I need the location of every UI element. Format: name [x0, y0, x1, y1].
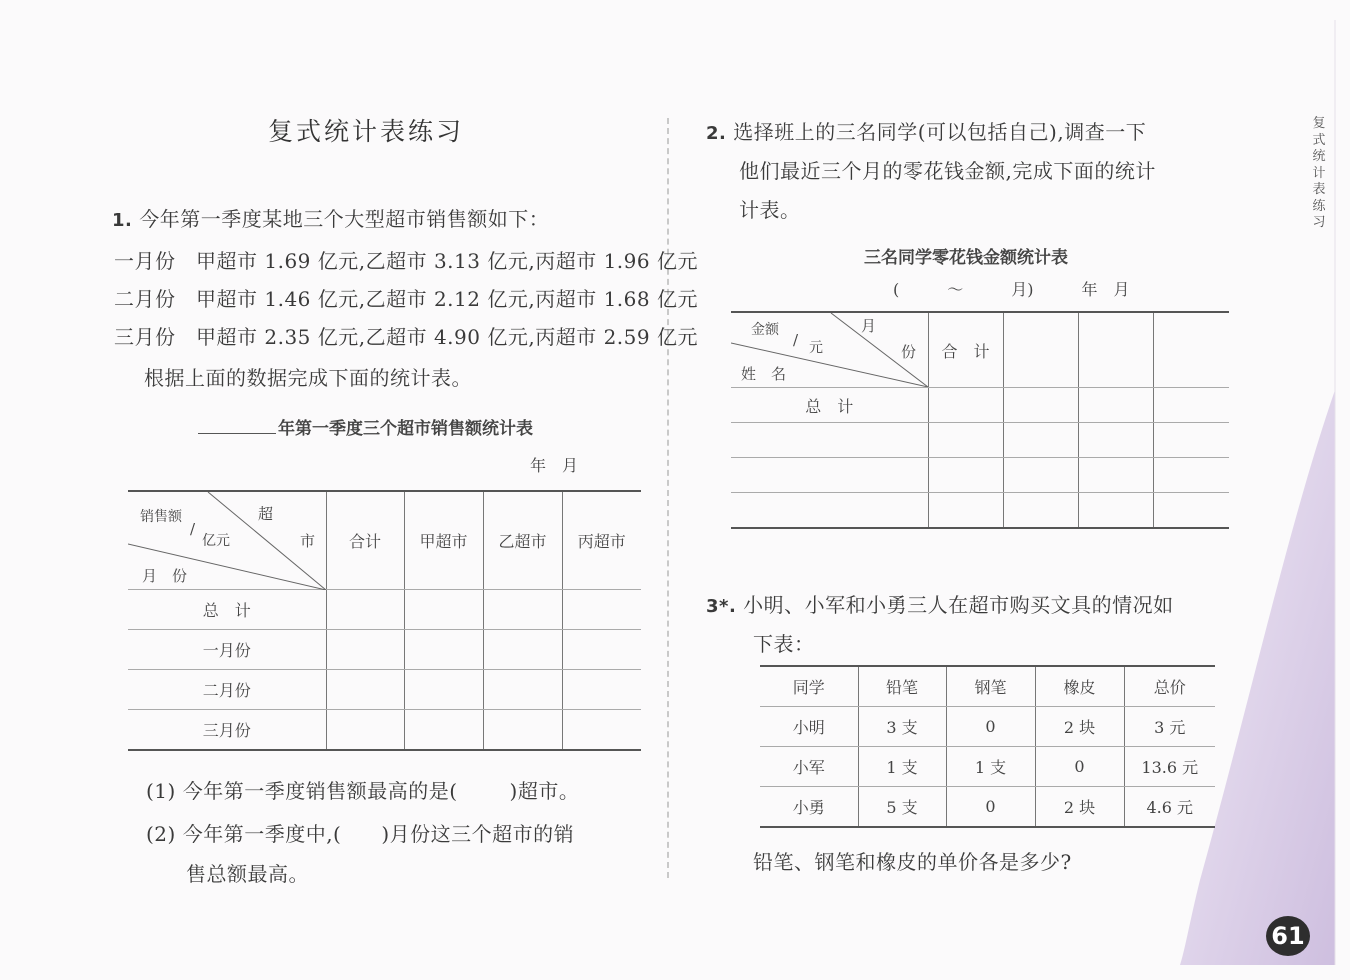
blank-cell[interactable] — [1078, 312, 1153, 388]
blank-cell[interactable] — [731, 458, 928, 493]
cell: 5 支 — [858, 787, 946, 828]
blank-cell[interactable] — [1003, 458, 1078, 493]
sub2-text-a: 今年第一季度中,( — [182, 822, 342, 846]
blank-cell[interactable] — [404, 670, 483, 710]
diag-top-right-1: 超 — [258, 505, 274, 523]
table-row — [128, 590, 641, 630]
blank-cell[interactable] — [928, 458, 1003, 493]
q2-date-label: ( ～ 月) 年 月 — [893, 280, 1130, 299]
row-label-feb: 二月份 — [128, 670, 326, 710]
col-header-total-price: 总价 — [1124, 666, 1215, 707]
table-row — [731, 493, 1229, 529]
blank-cell[interactable] — [1153, 493, 1229, 529]
q3-question: 铅笔、钢笔和橡皮的单价各是多少? — [753, 850, 1072, 874]
table-row — [760, 707, 1215, 747]
col-header-store-c: 丙超市 — [562, 491, 641, 590]
table-row — [760, 747, 1215, 787]
col-header-pen: 钢笔 — [946, 666, 1035, 707]
blank-cell[interactable] — [562, 710, 641, 751]
table-row — [128, 670, 641, 710]
diag-top-right-2: 份 — [901, 343, 917, 361]
blank-cell[interactable] — [326, 710, 404, 751]
q3-text-1: 小明、小军和小勇三人在超市购买文具的情况如 — [743, 593, 1174, 617]
diag-top-right-1: 月 — [861, 317, 877, 335]
cell: 13.6 元 — [1124, 747, 1215, 787]
col-header-store-b: 乙超市 — [483, 491, 562, 590]
diag-mid-left-3: 亿元 — [202, 533, 230, 549]
diag-mid-left-1: 销售额 — [140, 509, 182, 525]
table-row — [731, 388, 1229, 423]
page-number: 61 — [1266, 916, 1310, 956]
table-row — [731, 423, 1229, 458]
blank-cell[interactable] — [1003, 493, 1078, 529]
diag-bottom-left: 姓 名 — [741, 365, 787, 383]
sub2-text-b: )月份这三个超市的销 — [381, 822, 575, 846]
q3-number: 3*. — [706, 596, 737, 617]
q2-line-2: 他们最近三个月的零花钱金额,完成下面的统计 — [739, 159, 1156, 183]
cell: 0 — [946, 787, 1035, 828]
blank-cell[interactable] — [326, 630, 404, 670]
q2-line-3: 计表。 — [739, 198, 801, 222]
q1-instruction: 根据上面的数据完成下面的统计表。 — [144, 366, 472, 390]
blank-cell[interactable] — [326, 590, 404, 630]
cell: 1 支 — [858, 747, 946, 787]
blank-cell[interactable] — [1003, 388, 1078, 423]
cell: 2 块 — [1035, 787, 1124, 828]
blank-cell[interactable] — [1003, 423, 1078, 458]
blank-cell[interactable] — [1078, 423, 1153, 458]
blank-cell[interactable] — [483, 590, 562, 630]
row-label-jan: 一月份 — [128, 630, 326, 670]
q1-sub2-cont: 售总额最高。 — [186, 862, 309, 886]
table-row — [731, 458, 1229, 493]
sub1-text-b: )超市。 — [509, 779, 580, 803]
q3-line-1 — [706, 589, 1174, 618]
year-blank[interactable] — [198, 417, 276, 434]
table-row — [128, 630, 641, 670]
q2-number: 2. — [706, 123, 727, 144]
side-label: 复式统计表练习 — [1312, 116, 1326, 230]
table-row — [760, 666, 1215, 707]
cell: 3 元 — [1124, 707, 1215, 747]
q2-line-1 — [706, 116, 1146, 145]
blank-cell[interactable] — [731, 423, 928, 458]
table-row — [731, 312, 1229, 388]
page-title: 复式统计表练习 — [268, 117, 465, 146]
col-header-eraser: 橡皮 — [1035, 666, 1124, 707]
col-header-student: 同学 — [760, 666, 858, 707]
cell: 0 — [946, 707, 1035, 747]
q2-diagonal-header — [731, 312, 928, 388]
blank-cell[interactable] — [928, 493, 1003, 529]
page-divider — [667, 118, 669, 878]
q1-table-caption-text: 年第一季度三个超市销售额统计表 — [278, 419, 533, 439]
blank-cell[interactable] — [1078, 388, 1153, 423]
col-header-total: 合 计 — [928, 312, 1003, 388]
cell: 3 支 — [858, 707, 946, 747]
q1-table-caption — [198, 414, 533, 439]
cell: 2 块 — [1035, 707, 1124, 747]
q2-table-caption: 三名同学零花钱金额统计表 — [864, 248, 1068, 268]
q1-sub1 — [146, 775, 579, 804]
blank-cell[interactable] — [404, 710, 483, 751]
q1-intro — [112, 203, 549, 232]
blank-cell[interactable] — [483, 630, 562, 670]
diag-mid-left-1: 金额 — [751, 322, 779, 338]
blank-cell[interactable] — [562, 630, 641, 670]
blank-cell[interactable] — [562, 670, 641, 710]
blank-cell[interactable] — [1078, 458, 1153, 493]
q1-sub2 — [146, 818, 574, 847]
cell: 1 支 — [946, 747, 1035, 787]
diag-mid-left-2: / — [793, 331, 799, 349]
table-row — [128, 491, 641, 590]
col-header-store-a: 甲超市 — [404, 491, 483, 590]
blank-cell[interactable] — [326, 670, 404, 710]
q2-text-1: 选择班上的三名同学(可以包括自己),调查一下 — [733, 120, 1147, 144]
cell: 0 — [1035, 747, 1124, 787]
diag-mid-left-3: 元 — [809, 340, 823, 356]
table-row — [128, 710, 641, 751]
q3-line-2: 下表： — [753, 632, 815, 656]
cell: 4.6 元 — [1124, 787, 1215, 828]
blank-cell[interactable] — [483, 670, 562, 710]
table-row — [760, 787, 1215, 828]
q1-date-label: 年 月 — [530, 456, 579, 475]
diag-mid-left-2: / — [190, 520, 196, 538]
blank-cell[interactable] — [928, 423, 1003, 458]
q2-allowance-table — [731, 311, 1229, 529]
diag-bottom-left: 月 份 — [142, 567, 188, 585]
q1-line-jan: 一月份 甲超市 1.69 亿元,乙超市 3.13 亿元,丙超市 1.96 亿元 — [114, 249, 698, 273]
blank-cell[interactable] — [404, 630, 483, 670]
blank-cell[interactable] — [404, 590, 483, 630]
blank-cell[interactable] — [1003, 312, 1078, 388]
blank-cell[interactable] — [1153, 423, 1229, 458]
q1-intro-text: 今年第一季度某地三个大型超市销售额如下： — [139, 207, 550, 231]
q3-stationery-table — [760, 665, 1215, 828]
cell: 小明 — [760, 707, 858, 747]
sub2-number: (2) — [146, 822, 176, 846]
diag-top-right-2: 市 — [300, 532, 316, 550]
blank-cell[interactable] — [1153, 458, 1229, 493]
blank-cell[interactable] — [731, 493, 928, 529]
q1-line-mar: 三月份 甲超市 2.35 亿元,乙超市 4.90 亿元,丙超市 2.59 亿元 — [114, 325, 698, 349]
q1-sales-table — [128, 490, 641, 751]
col-header-pencil: 铅笔 — [858, 666, 946, 707]
col-header-total: 合计 — [326, 491, 404, 590]
q1-number: 1. — [112, 210, 133, 231]
blank-cell[interactable] — [928, 388, 1003, 423]
row-label-mar: 三月份 — [128, 710, 326, 751]
cell: 小军 — [760, 747, 858, 787]
cell: 小勇 — [760, 787, 858, 828]
q1-diagonal-header — [128, 491, 326, 590]
sub1-number: (1) — [146, 779, 176, 803]
blank-cell[interactable] — [1078, 493, 1153, 529]
blank-cell[interactable] — [1153, 388, 1229, 423]
sub1-text-a: 今年第一季度销售额最高的是( — [182, 779, 458, 803]
blank-cell[interactable] — [1153, 312, 1229, 388]
row-label-total: 总 计 — [731, 388, 928, 423]
blank-cell[interactable] — [483, 710, 562, 751]
row-label-total: 总 计 — [128, 590, 326, 630]
q1-line-feb: 二月份 甲超市 1.46 亿元,乙超市 2.12 亿元,丙超市 1.68 亿元 — [114, 287, 698, 311]
blank-cell[interactable] — [562, 590, 641, 630]
